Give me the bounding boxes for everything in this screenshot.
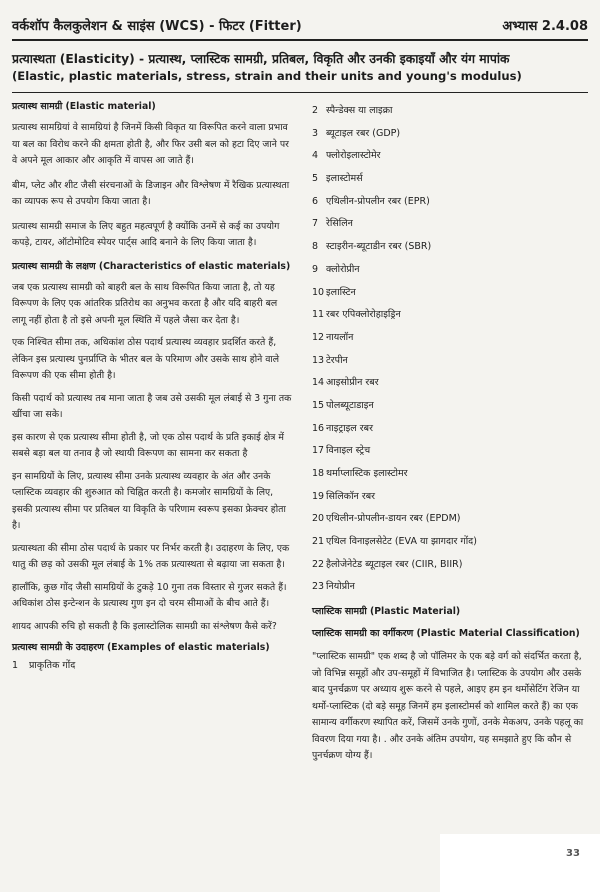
header-title: वर्कशॉप कैलकुलेशन & साइंस (WCS) - फिटर (Fitter) xyxy=(12,19,302,34)
paragraph: हालाँकि, कुछ गोंद जैसी सामग्रियों के टुकड़े 10 गुना तक विस्तार से गुजर सकते हैं। अधिकांश ठोस इन्टेन्शन के प्रत्यास्थ गुण इन दो चरम सीमाओं के बीच आते हैं। xyxy=(12,581,287,609)
list-item xyxy=(12,655,294,678)
list-item-text: ब्यूटाइल रबर (GDP) xyxy=(326,127,401,139)
list-item xyxy=(312,304,588,327)
list-item xyxy=(312,508,588,531)
list-item-text: टेरपीन xyxy=(326,354,348,366)
list-item-number: 10 xyxy=(312,286,325,298)
list-item-text: नायलॉन xyxy=(326,331,354,343)
list-item-number: 1 xyxy=(12,660,19,671)
section-heading-elastic-material: प्रत्यास्थ सामग्री (Elastic material) xyxy=(12,101,156,112)
list-item-text: नाइट्राइल रबर xyxy=(326,422,373,434)
list-item-text: इलास्टोमर्स xyxy=(326,173,363,185)
list-item-number: 23 xyxy=(312,581,325,593)
list-item xyxy=(312,486,588,509)
list-item xyxy=(312,395,588,418)
list-item xyxy=(312,213,588,236)
list-item-text: एथिल विनाइलसेटेट (EVA या झागदार गोंद) xyxy=(326,536,477,548)
list-item xyxy=(312,236,588,259)
paragraph: जब एक प्रत्यास्थ सामग्री को बाहरी बल के साथ विरूपित किया जाता है, तो यह विरूपण के लिए एक आंतरिक प्रतिरोध का अनुभव करता है और यदि बाहरी बल लागू नहीं होता है तो इसे अपनी मूल स्थिति में पहले जैसा कर देता है। xyxy=(12,281,278,326)
list-item-number: 21 xyxy=(312,536,325,548)
paragraph: एक निश्चित सीमा तक, अधिकांश ठोस पदार्थ प्रत्यास्थ व्यवहार प्रदर्शित करते हैं, लेकिन इस प्रत्यास्थ पुनर्प्राप्ति के भीतर बल के परिमाण और उसके साथ होने वाले विरूपण की एक सीमा होती है। xyxy=(12,337,280,381)
list-item-number: 16 xyxy=(312,422,325,434)
list-item xyxy=(312,123,588,146)
section-heading-examples: प्रत्यास्थ सामग्री के उदाहरण (Examples of elastic materials) xyxy=(12,642,270,653)
list-item xyxy=(312,372,588,395)
list-item xyxy=(312,168,588,191)
examples-list xyxy=(312,100,588,599)
list-item-number: 14 xyxy=(312,377,325,389)
list-item-text: फ्लोरोइलास्टोमेर xyxy=(326,150,381,162)
list-item-number: 8 xyxy=(312,241,319,253)
paragraph: शायद आपकी रुचि हो सकती है कि इलास्टोलिक सामग्री का संश्लेषण कैसे करें? xyxy=(12,620,277,632)
list-item-number: 3 xyxy=(312,127,319,139)
list-item-text: पोलब्यूटाडाइन xyxy=(326,399,374,411)
list-item-text: स्पैन्डेक्स या लाइक्रा xyxy=(326,105,393,116)
list-item-text: नियोप्रीन xyxy=(326,581,355,593)
list-item xyxy=(312,554,588,577)
list-item xyxy=(312,145,588,168)
list-item-text: हैलोजेनेटेड ब्यूटाइल रबर (CIIR, BIIR) xyxy=(326,558,463,570)
page-header xyxy=(12,16,588,41)
list-item-number: 6 xyxy=(312,195,319,207)
list-item-number: 18 xyxy=(312,468,325,479)
list-item-number: 9 xyxy=(312,263,319,275)
list-item xyxy=(312,531,588,554)
paragraph: प्रत्यास्थ सामग्री समाज के लिए बहुत महत्वपूर्ण है क्योंकि उनमें से कई का उपयोग कपड़े, टायर, ऑटोमोटिव स्पेयर पार्ट्स आदि बनाने के लिए किया जाता है। xyxy=(12,220,280,248)
list-item-text: सिलिकॉन रबर xyxy=(326,490,376,502)
list-item xyxy=(312,259,588,282)
paragraph: बीम, प्लेट और शीट जैसी संरचनाओं के डिजाइन और विश्लेषण में रैखिक प्रत्यास्थता का व्यापक रूप से उपयोग किया जाता है। xyxy=(12,179,290,207)
list-item-text: एथिलीन-प्रोपलीन रबर (EPR) xyxy=(326,195,430,207)
list-item-number: 13 xyxy=(312,354,325,366)
list-item-number: 12 xyxy=(312,331,325,343)
list-item-number: 2 xyxy=(312,105,319,116)
list-item-text: स्टाइरीन-ब्यूटाडीन रबर (SBR) xyxy=(326,241,432,253)
list-item-number: 4 xyxy=(312,150,319,162)
left-column xyxy=(12,100,294,678)
section-heading-characteristics: प्रत्यास्थ सामग्री के लक्षण (Characteristics of elastic materials) xyxy=(12,260,291,272)
list-item-text: रेसिलिन xyxy=(326,218,353,230)
paragraph: किसी पदार्थ को प्रत्यास्थ तब माना जाता है जब उसे उसकी मूल लंबाई से 3 गुना तक खींचा जा सके। xyxy=(12,392,292,420)
list-item xyxy=(312,327,588,350)
list-item-text: थर्माप्लास्टिक इलास्टोमर xyxy=(326,468,408,479)
list-item-text: क्लोरोप्रीन xyxy=(326,263,360,275)
list-item-text: रबर एपिक्लोरोहाइड्रिन xyxy=(326,309,401,321)
list-item-number: 20 xyxy=(312,513,325,525)
list-item-number: 11 xyxy=(312,309,325,321)
exercise-number: अभ्यास 2.4.08 xyxy=(502,19,588,34)
list-item-number: 5 xyxy=(312,173,319,185)
list-item-number: 17 xyxy=(312,445,325,457)
list-item-text: प्राकृतिक गोंद xyxy=(29,660,76,671)
paragraph: "प्लास्टिक सामग्री" एक शब्द है जो पॉलिमर के एक बड़े वर्ग को संदर्भित करता है, जो विभिन्न समूहों और उप-समूहों में विभाजित है। प्लास्टिक के उपयोग और उसके बाद पुनर्चक्रण पर अध्याय शुरू करने से पहले, आइए हम इन थर्मोसेटिंग रेजिन या थर्मो-प्लास्टिक (दो बड़े समूह जिनमें हम इलास्टोमर्स को शामिल करते हैं) का एक सामान्य वर्गीकरण स्थापित करें, जिसमें उनके गुणों, उनके मेकअप, उनके पहलू का विवरण दिया गया है। . और उनके अंतिम उपयोग, यह समझाते हुए कि कौन से पुनर्चक्रण योग्य हैं। xyxy=(312,651,584,762)
paragraph: इस कारण से एक प्रत्यास्थ सीमा होती है, जो एक ठोस पदार्थ के प्रति इकाई क्षेत्र में सबसे बड़ा बल या तनाव है जो स्थायी विरूपण का सामना कर सकता है xyxy=(12,431,284,459)
list-item-number: 19 xyxy=(312,490,325,502)
main-title-english: (Elastic, plastic materials, stress, strain and their units and young's modulus) xyxy=(12,69,522,83)
paragraph: प्रत्यास्थता की सीमा ठोस पदार्थ के प्रकार पर निर्भर करती है। उदाहरण के लिए, एक धातु की छड़ को उसकी मूल लंबाई के 1% तक प्रत्यास्थता से बढ़ाया जा सकता है। xyxy=(12,542,290,570)
right-column xyxy=(312,100,588,765)
paragraph: प्रत्यास्थ सामग्रियां वे सामग्रियां है जिनमें किसी विकृत या विरूपित करने वाला प्रभाव या बल का विरोध करने की क्षमता होती है, और फिर उसी बल को हटा दिए जाने पर वे अपने मूल आकार और आकृति में वापस आ जाते हैं। xyxy=(12,122,289,166)
list-item-number: 7 xyxy=(312,218,319,230)
paragraph: इन सामग्रियों के लिए, प्रत्यास्थ सीमा उनके प्रत्यास्थ व्यवहार के अंत और उनके प्लास्टिक व्यवहार की शुरुआत को चिह्नित करती है। कमजोर सामग्रियों के लिए, इसकी प्रत्यास्थ सीमा पर प्रतिबल या विकृति के परिणाम स्वरूप इसका फ्रेक्चर होता है। xyxy=(12,470,286,531)
list-item xyxy=(312,576,588,599)
list-item xyxy=(312,191,588,214)
list-item-text: इलास्टिन xyxy=(326,286,356,298)
title-divider xyxy=(12,92,588,93)
list-item-number: 22 xyxy=(312,558,325,570)
list-item xyxy=(312,440,588,463)
page-number: 33 xyxy=(566,848,580,859)
section-heading-plastic-classification: प्लास्टिक सामग्री का वर्गीकरण (Plastic Material Classification) xyxy=(312,628,580,640)
list-item-number: 15 xyxy=(312,399,325,411)
list-item xyxy=(312,100,588,123)
page-corner xyxy=(440,834,600,892)
list-item xyxy=(312,418,588,441)
list-item xyxy=(312,282,588,305)
list-item-text: विनाइल स्ट्रेच xyxy=(326,445,371,457)
main-title-hindi: प्रत्यास्थता (Elasticity) - प्रत्यास्थ, प्लास्टिक सामग्री, प्रतिबल, विकृति और उनकी इकाइयाँ और यंग मापांक xyxy=(12,52,510,66)
section-heading-plastic-material: प्लास्टिक सामग्री (Plastic Material) xyxy=(312,606,461,618)
list-item xyxy=(312,350,588,373)
list-item-text: आइसोप्रीन रबर xyxy=(326,377,379,389)
list-item-text: एथिलीन-प्रोपलीन-डायन रबर (EPDM) xyxy=(326,513,461,525)
list-item xyxy=(312,463,588,486)
main-title xyxy=(12,51,588,85)
